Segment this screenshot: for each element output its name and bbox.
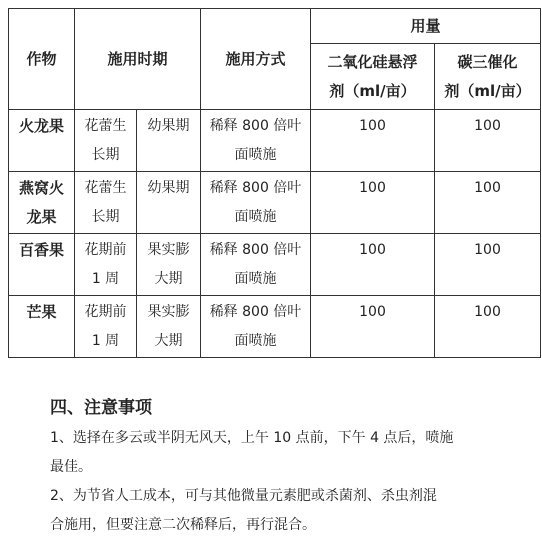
header-method: 施用方式 <box>201 9 311 110</box>
header-crop: 作物 <box>9 9 75 110</box>
table-row <box>9 172 541 234</box>
header-dosage: 用量 <box>311 9 541 44</box>
stage2-cell: 幼果期 <box>137 110 201 172</box>
header-product2-line1: 碳三催化 <box>457 52 518 71</box>
section-title: 四、注意事项 <box>50 398 152 418</box>
crop-cell: 芒果 <box>9 296 75 358</box>
dose2-cell: 100 <box>435 172 541 234</box>
dose1-cell: 100 <box>311 296 435 358</box>
header-product2-line2: 剂（ml/亩） <box>444 81 531 100</box>
crop-cell: 燕窝火 龙果 <box>9 172 75 234</box>
dose1-cell: 100 <box>311 110 435 172</box>
method-cell: 稀释 800 倍叶 面喷施 <box>201 110 311 172</box>
method-cell: 稀释 800 倍叶 面喷施 <box>201 234 311 296</box>
table-row <box>9 110 541 172</box>
table-row <box>9 234 541 296</box>
dose2-cell: 100 <box>435 110 541 172</box>
note-2-line1: 2、为节省人工成本，可与其他微量元素肥或杀菌剂、杀虫剂混 <box>50 488 437 504</box>
stage2-cell: 果实膨 大期 <box>137 234 201 296</box>
note-1-line1: 1、选择在多云或半阴无风天，上午 10 点前，下午 4 点后，喷施 <box>50 430 454 446</box>
stage2-cell: 幼果期 <box>137 172 201 234</box>
dose1-cell: 100 <box>311 172 435 234</box>
note-1-line2: 最佳。 <box>50 459 92 475</box>
crop-cell: 火龙果 <box>9 110 75 172</box>
header-period: 施用时期 <box>75 9 201 110</box>
note-1 <box>50 424 520 482</box>
method-cell: 稀释 800 倍叶 面喷施 <box>201 296 311 358</box>
header-product1-line1: 二氧化硅悬浮 <box>327 52 418 71</box>
note-2-line2: 合施用，但要注意二次稀释后，再行混合。 <box>50 517 316 533</box>
note-2 <box>50 482 520 540</box>
header-product2 <box>435 44 541 110</box>
method-cell: 稀释 800 倍叶 面喷施 <box>201 172 311 234</box>
stage-cell: 花蕾生 长期 <box>75 110 137 172</box>
dose2-cell: 100 <box>435 234 541 296</box>
crop-cell: 百香果 <box>9 234 75 296</box>
dosage-table <box>8 8 541 358</box>
stage2-cell: 果实膨 大期 <box>137 296 201 358</box>
header-product1-line2: 剂（ml/亩） <box>329 81 416 100</box>
dose2-cell: 100 <box>435 296 541 358</box>
stage-cell: 花期前 1 周 <box>75 296 137 358</box>
table-row <box>9 296 541 358</box>
stage-cell: 花蕾生 长期 <box>75 172 137 234</box>
stage-cell: 花期前 1 周 <box>75 234 137 296</box>
header-product1 <box>311 44 435 110</box>
dose1-cell: 100 <box>311 234 435 296</box>
